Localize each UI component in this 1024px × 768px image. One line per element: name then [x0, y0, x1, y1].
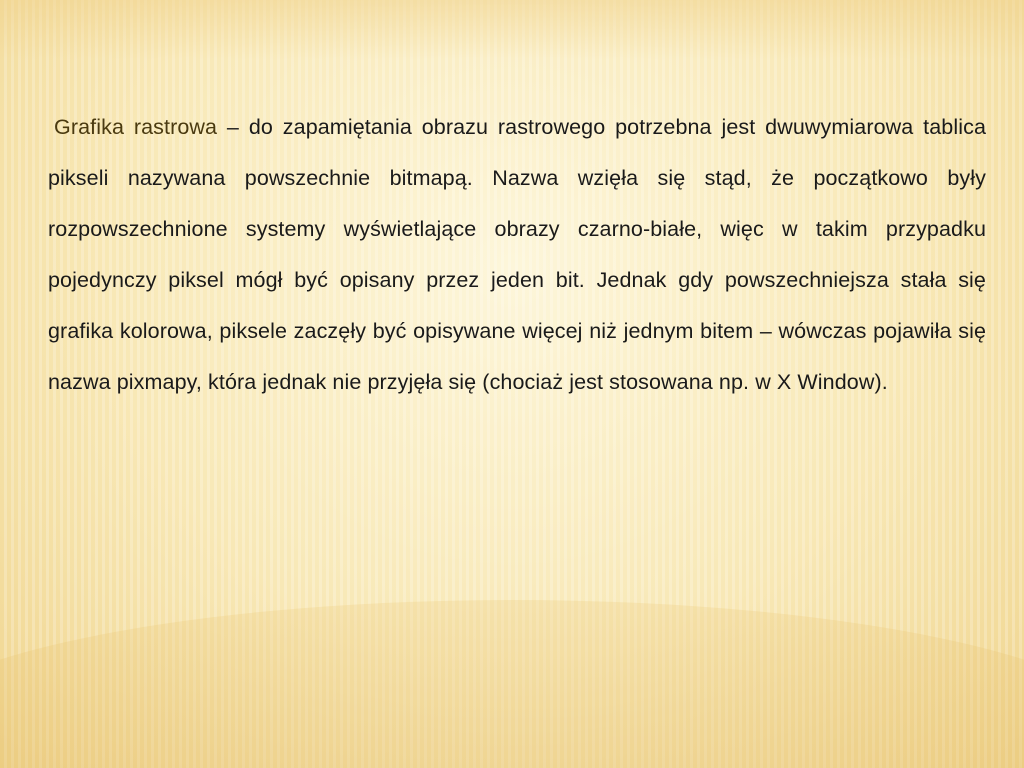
paragraph [48, 102, 986, 408]
decorative-bottom-arc [0, 600, 1024, 768]
paragraph-body: – do zapamiętania obrazu rastrowego potrzebna jest dwuwymiarowa tablica pikseli nazywana powszechnie bitmapą. Nazwa wzięła się stąd, że początkowo były rozpowszechnione systemy wyświetlające obrazy czarno-białe, więc w takim przypadku pojedynczy piksel mógł być opisany przez jeden bit. Jednak gdy powszechniejsza stała się grafika kolorowa, piksele zaczęły być opisywane więcej niż jednym bitem – wówczas pojawiła się nazwa pixmapy, która jednak nie przyjęła się (chociaż jest stosowana np. w X Window). [48, 114, 987, 394]
decorative-top-band [0, 0, 1024, 60]
term-heading: Grafika rastrowa [54, 114, 218, 139]
